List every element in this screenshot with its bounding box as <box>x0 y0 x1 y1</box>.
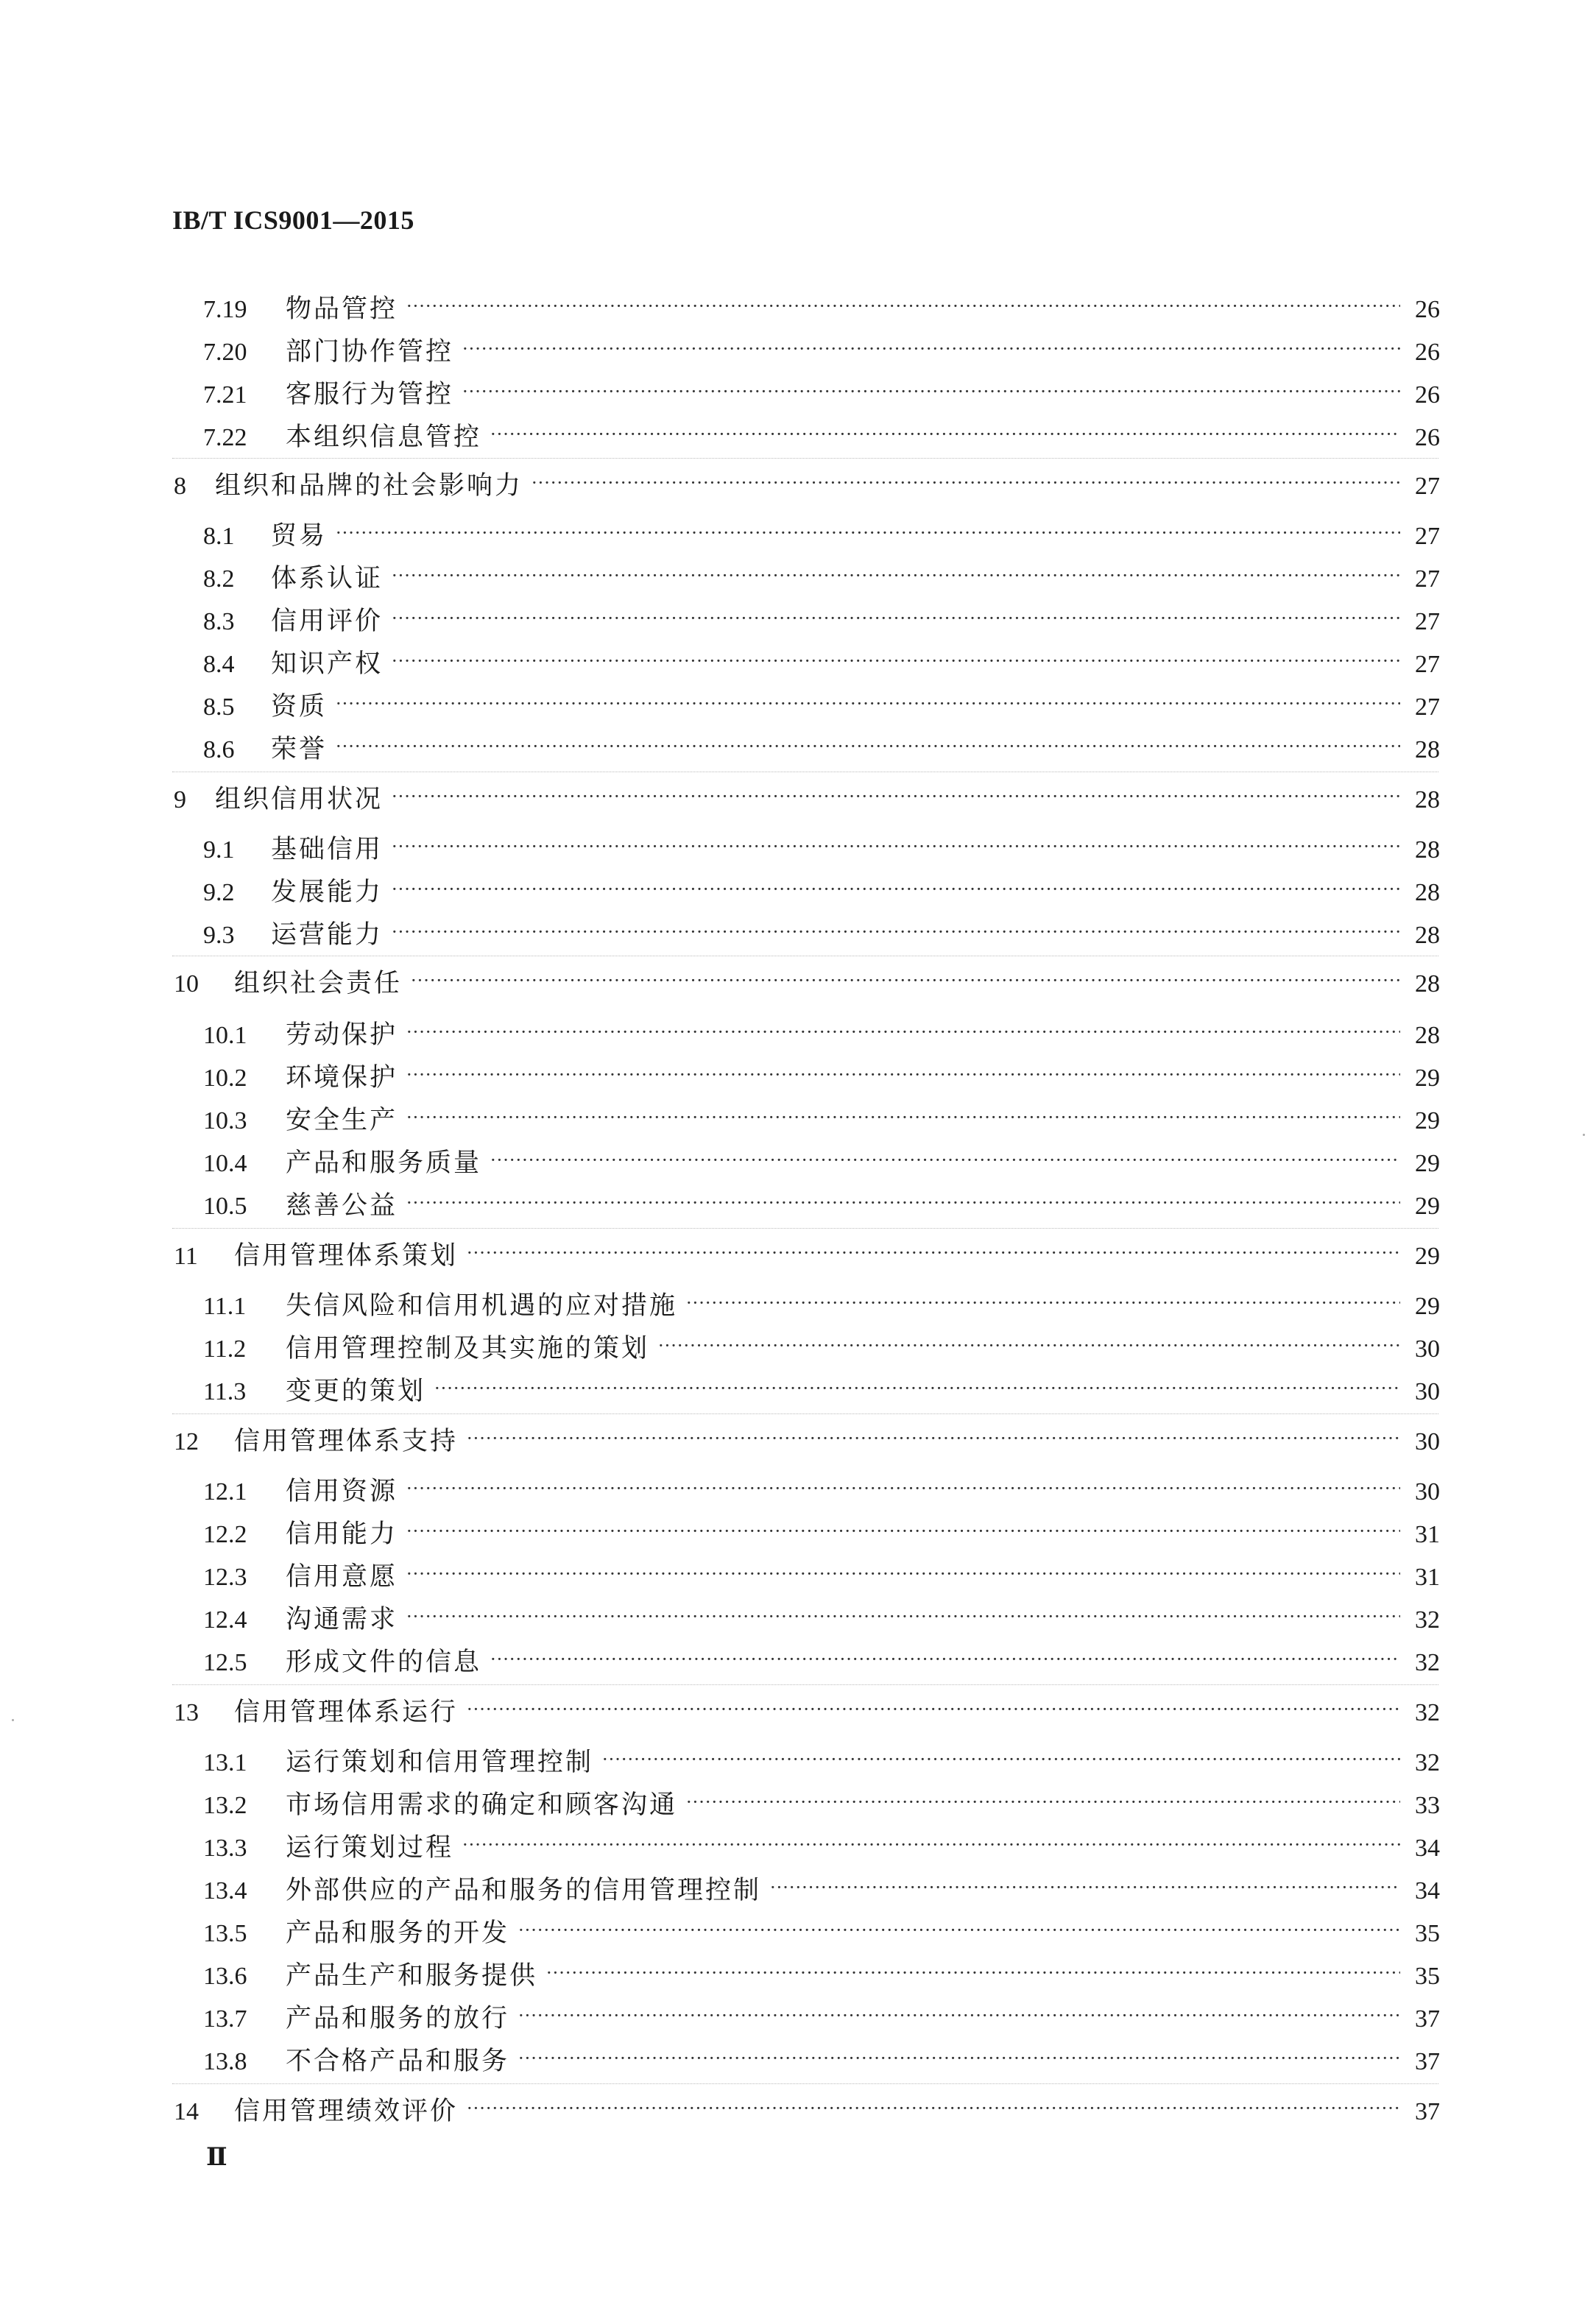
toc-subsection-entry[interactable] <box>203 643 1440 679</box>
toc-entry-number: 10.3 <box>203 1107 247 1134</box>
toc-leader-dots <box>467 1243 1400 1263</box>
toc-section-entry[interactable] <box>174 963 1440 998</box>
toc-subsection-entry[interactable] <box>203 1185 1440 1221</box>
toc-subsection-entry[interactable] <box>203 1285 1440 1321</box>
toc-entry-title: 发展能力 <box>271 878 384 907</box>
toc-entry-page: 30 <box>1415 1378 1440 1405</box>
toc-entry-page: 26 <box>1415 296 1440 323</box>
toc-section-entry[interactable] <box>174 779 1440 814</box>
toc-subsection-entry[interactable] <box>203 686 1440 721</box>
toc-entry-title: 荣誉 <box>271 735 328 764</box>
toc-entry-page: 32 <box>1415 1649 1440 1676</box>
toc-entry-number: 13.7 <box>203 2005 247 2033</box>
toc-entry-title: 信用意愿 <box>286 1562 398 1592</box>
toc-entry-title: 失信风险和信用机遇的应对措施 <box>286 1291 678 1321</box>
toc-entry-title: 不合格产品和服务 <box>286 2047 510 2076</box>
toc-subsection-entry[interactable] <box>203 1143 1440 1178</box>
toc-leader-dots <box>686 1792 1400 1812</box>
toc-entry-title: 知识产权 <box>271 649 384 679</box>
toc-leader-dots <box>336 523 1400 543</box>
toc-entry-page: 31 <box>1415 1564 1440 1591</box>
document-code-header: IB/T ICS9001—2015 <box>172 205 414 235</box>
toc-entry-number: 7.19 <box>203 296 247 323</box>
section-separator <box>172 1413 1438 1414</box>
toc-entry-page: 35 <box>1415 1963 1440 1990</box>
toc-leader-dots <box>406 1606 1400 1627</box>
toc-subsection-entry[interactable] <box>203 1742 1440 1777</box>
toc-entry-page: 26 <box>1415 381 1440 409</box>
toc-leader-dots <box>406 1107 1400 1128</box>
toc-leader-dots <box>406 1022 1400 1042</box>
toc-entry-page: 28 <box>1415 736 1440 763</box>
toc-entry-page: 28 <box>1415 1022 1440 1049</box>
toc-entry-number: 13.5 <box>203 1920 247 1947</box>
toc-entry-page: 30 <box>1415 1428 1440 1455</box>
toc-entry-title: 体系认证 <box>271 564 384 593</box>
toc-leader-dots <box>434 1378 1400 1399</box>
toc-entry-title: 信用管理体系运行 <box>234 1698 459 1727</box>
section-separator <box>172 2083 1438 2084</box>
toc-entry-page: 26 <box>1415 339 1440 366</box>
toc-entry-number: 10.1 <box>203 1022 247 1049</box>
toc-leader-dots <box>490 1649 1400 1670</box>
toc-leader-dots <box>546 1963 1400 1983</box>
toc-entry-number: 12.1 <box>203 1478 247 1506</box>
toc-entry-title: 产品和服务的开发 <box>286 1919 510 1948</box>
toc-leader-dots <box>467 1699 1400 1720</box>
toc-entry-number: 12.2 <box>203 1521 247 1548</box>
toc-entry-title: 信用管理体系策划 <box>234 1241 459 1271</box>
toc-entry-page: 37 <box>1415 2098 1440 2125</box>
toc-leader-dots <box>462 1835 1400 1855</box>
toc-entry-title: 运行策划和信用管理控制 <box>286 1748 594 1777</box>
toc-subsection-entry[interactable] <box>203 289 1440 324</box>
toc-entry-page: 27 <box>1415 565 1440 593</box>
toc-leader-dots <box>392 922 1400 942</box>
toc-entry-page: 28 <box>1415 786 1440 813</box>
toc-subsection-entry[interactable] <box>203 1514 1440 1549</box>
toc-entry-number: 7.22 <box>203 424 247 451</box>
toc-subsection-entry[interactable] <box>203 1100 1440 1135</box>
toc-leader-dots <box>518 1920 1400 1941</box>
toc-entry-title: 组织和品牌的社会影响力 <box>215 471 523 501</box>
toc-entry-number: 8.4 <box>203 651 235 678</box>
toc-entry-page: 35 <box>1415 1920 1440 1947</box>
toc-subsection-entry[interactable] <box>203 1642 1440 1677</box>
toc-entry-page: 32 <box>1415 1606 1440 1634</box>
toc-entry-page: 27 <box>1415 651 1440 678</box>
toc-entry-page: 26 <box>1415 424 1440 451</box>
toc-entry-title: 产品和服务质量 <box>286 1148 482 1178</box>
toc-entry-page: 31 <box>1415 1521 1440 1548</box>
toc-entry-title: 安全生产 <box>286 1106 398 1135</box>
toc-subsection-entry[interactable] <box>203 601 1440 636</box>
toc-leader-dots <box>770 1877 1400 1898</box>
toc-leader-dots <box>411 970 1400 991</box>
toc-leader-dots <box>518 2048 1400 2069</box>
toc-subsection-entry[interactable] <box>203 829 1440 864</box>
toc-entry-title: 组织信用状况 <box>215 785 384 814</box>
toc-entry-page: 28 <box>1415 970 1440 998</box>
toc-leader-dots <box>518 2005 1400 2026</box>
toc-entry-page: 29 <box>1415 1243 1440 1270</box>
toc-subsection-entry[interactable] <box>203 1371 1440 1406</box>
toc-entry-number: 13.6 <box>203 1963 247 1990</box>
toc-subsection-entry[interactable] <box>203 1998 1440 2033</box>
toc-entry-title: 环境保护 <box>286 1063 398 1093</box>
toc-section-entry[interactable] <box>174 1421 1440 1456</box>
toc-leader-dots <box>406 1521 1400 1542</box>
toc-leader-dots <box>336 693 1400 714</box>
toc-entry-number: 11 <box>174 1243 198 1270</box>
toc-entry-page: 27 <box>1415 608 1440 635</box>
toc-entry-number: 14 <box>174 2098 199 2125</box>
toc-subsection-entry[interactable] <box>203 1556 1440 1592</box>
toc-entry-title: 信用管理体系支持 <box>234 1427 459 1456</box>
toc-entry-title: 组织社会责任 <box>234 969 403 998</box>
toc-entry-page: 32 <box>1415 1699 1440 1726</box>
toc-entry-title: 信用评价 <box>271 607 384 636</box>
toc-entry-number: 13.8 <box>203 2048 247 2075</box>
toc-entry-title: 物品管控 <box>286 294 398 324</box>
toc-subsection-entry[interactable] <box>203 729 1440 764</box>
toc-entry-title: 产品生产和服务提供 <box>286 1961 538 1991</box>
toc-entry-number: 10.2 <box>203 1065 247 1092</box>
toc-entry-number: 8.2 <box>203 565 235 593</box>
toc-leader-dots <box>392 836 1400 857</box>
toc-subsection-entry[interactable] <box>203 1014 1440 1050</box>
toc-entry-number: 13.4 <box>203 1877 247 1905</box>
toc-entry-number: 8.6 <box>203 736 235 763</box>
toc-entry-number: 12.5 <box>203 1649 247 1676</box>
toc-subsection-entry[interactable] <box>203 1471 1440 1506</box>
toc-entry-number: 10.4 <box>203 1150 247 1177</box>
toc-entry-title: 形成文件的信息 <box>286 1648 482 1677</box>
toc-entry-number: 9.3 <box>203 922 235 949</box>
toc-subsection-entry[interactable] <box>203 1057 1440 1093</box>
toc-entry-number: 12 <box>174 1428 199 1455</box>
toc-entry-number: 12.3 <box>203 1564 247 1591</box>
toc-entry-number: 13 <box>174 1699 199 1726</box>
toc-entry-page: 34 <box>1415 1835 1440 1862</box>
toc-entry-page: 28 <box>1415 879 1440 906</box>
toc-leader-dots <box>490 424 1400 445</box>
toc-entry-title: 信用管理控制及其实施的策划 <box>286 1334 650 1363</box>
section-separator <box>172 1684 1438 1685</box>
toc-entry-page: 29 <box>1415 1293 1440 1320</box>
toc-entry-page: 28 <box>1415 836 1440 864</box>
toc-section-entry[interactable] <box>174 465 1440 501</box>
toc-leader-dots <box>392 879 1400 900</box>
toc-entry-number: 9 <box>174 786 186 813</box>
section-separator <box>172 458 1438 459</box>
toc-entry-title: 市场信用需求的确定和顾客沟通 <box>286 1790 678 1820</box>
toc-entry-title: 运营能力 <box>271 920 384 950</box>
toc-leader-dots <box>392 786 1400 807</box>
toc-leader-dots <box>392 608 1400 629</box>
toc-entry-page: 27 <box>1415 473 1440 500</box>
toc-entry-number: 13.1 <box>203 1749 247 1776</box>
toc-entry-number: 8.1 <box>203 523 235 550</box>
section-separator <box>172 1228 1438 1229</box>
toc-subsection-entry[interactable] <box>203 374 1440 409</box>
toc-entry-title: 信用能力 <box>286 1519 398 1549</box>
toc-leader-dots <box>462 381 1400 402</box>
toc-entry-title: 劳动保护 <box>286 1020 398 1050</box>
page-numeral: Ⅱ <box>206 2144 227 2171</box>
toc-entry-title: 运行策划过程 <box>286 1833 454 1863</box>
toc-entry-page: 27 <box>1415 523 1440 550</box>
toc-entry-page: 37 <box>1415 2005 1440 2033</box>
toc-entry-title: 产品和服务的放行 <box>286 2004 510 2033</box>
toc-entry-page: 34 <box>1415 1877 1440 1905</box>
toc-entry-page: 37 <box>1415 2048 1440 2075</box>
toc-leader-dots <box>467 1428 1400 1449</box>
toc-entry-page: 32 <box>1415 1749 1440 1776</box>
toc-subsection-entry[interactable] <box>203 417 1440 452</box>
toc-entry-page: 30 <box>1415 1478 1440 1506</box>
toc-leader-dots <box>406 1564 1400 1584</box>
toc-entry-number: 9.1 <box>203 836 235 864</box>
scan-speck <box>1583 1134 1585 1136</box>
toc-subsection-entry[interactable] <box>203 1870 1440 1905</box>
toc-entry-title: 资质 <box>271 692 328 721</box>
toc-subsection-entry[interactable] <box>203 1328 1440 1363</box>
toc-entry-title: 信用管理绩效评价 <box>234 2097 459 2126</box>
toc-entry-number: 13.2 <box>203 1792 247 1819</box>
toc-entry-number: 8.3 <box>203 608 235 635</box>
toc-entry-title: 部门协作管控 <box>286 337 454 367</box>
toc-subsection-entry[interactable] <box>203 1599 1440 1634</box>
toc-entry-title: 基础信用 <box>271 835 384 864</box>
toc-entry-page: 28 <box>1415 922 1440 949</box>
toc-entry-page: 29 <box>1415 1107 1440 1134</box>
toc-leader-dots <box>406 296 1400 317</box>
toc-entry-number: 7.20 <box>203 339 247 366</box>
toc-section-entry[interactable] <box>174 1235 1440 1271</box>
toc-entry-title: 客服行为管控 <box>286 380 454 409</box>
toc-entry-number: 8 <box>174 473 186 500</box>
toc-leader-dots <box>336 736 1400 757</box>
toc-entry-number: 13.3 <box>203 1835 247 1862</box>
toc-entry-number: 11.3 <box>203 1378 247 1405</box>
toc-entry-title: 信用资源 <box>286 1477 398 1506</box>
toc-subsection-entry[interactable] <box>203 872 1440 907</box>
scan-speck <box>12 1719 14 1721</box>
toc-leader-dots <box>658 1335 1400 1356</box>
toc-subsection-entry[interactable] <box>203 1955 1440 1991</box>
toc-subsection-entry[interactable] <box>203 558 1440 593</box>
toc-entry-title: 外部供应的产品和服务的信用管理控制 <box>286 1876 762 1905</box>
toc-entry-title: 本组织信息管控 <box>286 423 482 452</box>
toc-leader-dots <box>602 1749 1400 1770</box>
toc-entry-page: 29 <box>1415 1065 1440 1092</box>
toc-entry-number: 10.5 <box>203 1193 247 1220</box>
toc-entry-title: 贸易 <box>271 521 328 551</box>
toc-subsection-entry[interactable] <box>203 515 1440 551</box>
toc-section-entry[interactable] <box>174 2091 1440 2126</box>
toc-subsection-entry[interactable] <box>203 1913 1440 1948</box>
toc-leader-dots <box>686 1293 1400 1313</box>
toc-entry-page: 29 <box>1415 1193 1440 1220</box>
toc-subsection-entry[interactable] <box>203 2041 1440 2076</box>
toc-entry-title: 慈善公益 <box>286 1191 398 1221</box>
toc-leader-dots <box>532 473 1400 493</box>
toc-leader-dots <box>392 651 1400 671</box>
toc-entry-page: 30 <box>1415 1335 1440 1363</box>
toc-subsection-entry[interactable] <box>203 1785 1440 1820</box>
toc-entry-number: 11.2 <box>203 1335 247 1363</box>
toc-entry-title: 沟通需求 <box>286 1605 398 1634</box>
toc-subsection-entry[interactable] <box>203 914 1440 950</box>
toc-section-entry[interactable] <box>174 1692 1440 1727</box>
toc-entry-number: 9.2 <box>203 879 235 906</box>
toc-entry-number: 12.4 <box>203 1606 247 1634</box>
toc-leader-dots <box>490 1150 1400 1171</box>
toc-leader-dots <box>406 1193 1400 1213</box>
toc-entry-page: 27 <box>1415 693 1440 721</box>
toc-entry-number: 7.21 <box>203 381 247 409</box>
toc-leader-dots <box>462 339 1400 359</box>
toc-leader-dots <box>406 1065 1400 1085</box>
toc-subsection-entry[interactable] <box>203 1827 1440 1863</box>
toc-entry-number: 11.1 <box>203 1293 247 1320</box>
toc-leader-dots <box>392 565 1400 586</box>
toc-entry-number: 10 <box>174 970 199 998</box>
toc-entry-number: 8.5 <box>203 693 235 721</box>
toc-entry-page: 33 <box>1415 1792 1440 1819</box>
toc-subsection-entry[interactable] <box>203 331 1440 367</box>
toc-leader-dots <box>406 1478 1400 1499</box>
toc-entry-page: 29 <box>1415 1150 1440 1177</box>
toc-leader-dots <box>467 2098 1400 2119</box>
toc-entry-title: 变更的策划 <box>286 1377 426 1406</box>
